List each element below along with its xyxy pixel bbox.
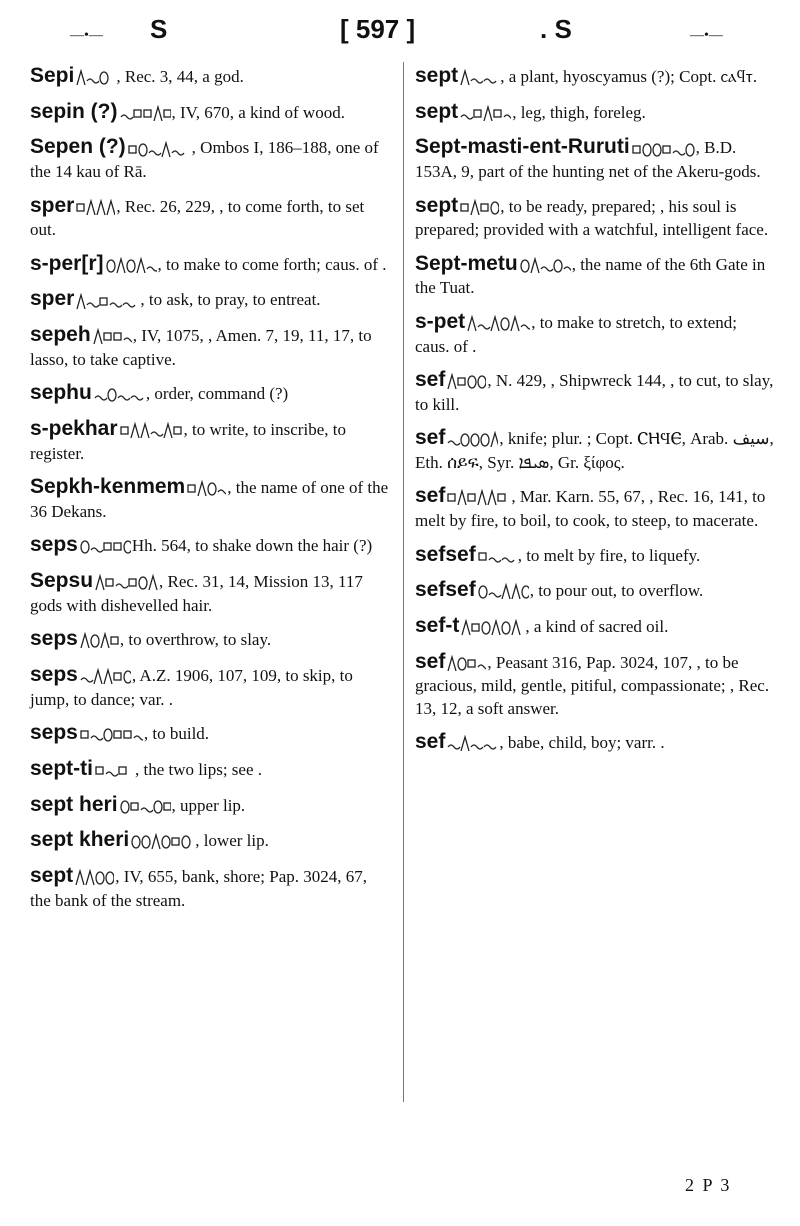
dictionary-entry-sepkh (30, 473, 390, 523)
dictionary-entry-sepeh (30, 321, 390, 371)
entry-definition: , lower lip. (195, 831, 269, 851)
entry-headword: sept-ti (30, 756, 93, 780)
entry-definition: , the name of one of the 36 Dekans. (30, 478, 389, 521)
hieroglyph-group-icon (75, 197, 115, 219)
entry-definition: , Ombos I, 186–188, one of the 14 kau of Rā. (30, 138, 379, 182)
hieroglyph-group-icon (119, 103, 171, 125)
hieroglyph-group-icon (466, 313, 530, 335)
entry-headword: sept kheri (30, 828, 130, 852)
hieroglyph-group-icon (75, 67, 115, 89)
entry-headword: sept heri (30, 792, 118, 816)
hieroglyph-group-icon (519, 255, 571, 277)
hieroglyph-group-icon (477, 581, 529, 603)
dictionary-entry-sefsef1 (415, 541, 775, 569)
hieroglyph-group-icon (79, 630, 119, 652)
entry-definition: , B.D. 153A, 9, part of the hunting net of the Akeru-gods. (415, 138, 761, 182)
dictionary-entry-sept1 (30, 862, 390, 912)
entry-headword: sef (415, 484, 446, 508)
entry-headword: sef-t (415, 613, 460, 637)
entry-headword: sef (415, 730, 446, 754)
header-letter-right: . S (540, 14, 572, 44)
dictionary-entry-septkheri (30, 826, 390, 854)
hieroglyph-group-icon (446, 429, 498, 451)
entry-headword: sper (30, 287, 75, 311)
dictionary-entry-sept2 (415, 62, 775, 90)
dictionary-entry-seps1 (30, 531, 390, 559)
page-number: [ 597 ] (340, 14, 416, 44)
hieroglyph-group-icon (92, 326, 132, 348)
entry-headword: Sepen (?) (30, 135, 126, 159)
dictionary-entry-sept3 (415, 98, 775, 126)
dictionary-entry-sef1 (415, 366, 775, 416)
entry-headword: sper (30, 193, 75, 217)
dictionary-entry-sperr (30, 250, 390, 278)
hieroglyph-group-icon (93, 384, 145, 406)
hieroglyph-group-icon (119, 796, 171, 818)
hieroglyph-group-icon (631, 139, 695, 161)
dictionary-entry-seft (415, 612, 775, 640)
hieroglyph-group-icon (459, 103, 511, 125)
entry-definition: , to ask, to pray, to entreat. (140, 290, 321, 310)
entry-definition: , upper lip. (171, 795, 246, 815)
entry-definition: , a kind of sacred oil. (525, 616, 669, 636)
entry-headword: sepin (?) (30, 99, 118, 123)
entry-headword: s-pekhar (30, 417, 118, 441)
hieroglyph-group-icon (477, 546, 517, 568)
entry-definition: , to melt by fire, to liquefy. (517, 545, 701, 565)
entry-definition: , the name of the 6th Gate in the Tuat. (415, 254, 766, 298)
hieroglyph-group-icon (94, 760, 134, 782)
entry-definition: , Peasant 316, Pap. 3024, 107, , to be gracious, mild, gentle, pitiful, compassionate; , Rec. 13, 12, a soft answer. (415, 652, 770, 718)
hieroglyph-group-icon (127, 139, 191, 161)
dictionary-entry-sef3 (415, 482, 775, 532)
entry-definition: , A.Z. 1906, 107, 109, to skip, to jump, to dance; var. . (30, 665, 353, 709)
entry-definition: , knife; plur. ; Copt. ⲤⲎϤⲈ, Arab. سيف, Eth. ሰይፍ, Syr. ܣܝܦܐ, Gr. ξίφος. (415, 429, 774, 472)
dictionary-entry-sef2 (415, 424, 775, 474)
dictionary-entry-septmetu (415, 250, 775, 300)
entry-definition: , Rec. 31, 14, Mission 13, 117 gods with dishevelled hair. (30, 572, 363, 615)
dictionary-entry-sef4 (415, 648, 775, 721)
hieroglyph-group-icon (446, 371, 486, 393)
hieroglyph-group-icon (446, 487, 510, 509)
dictionary-entry-seps3 (30, 661, 390, 711)
entry-headword: sept (415, 193, 459, 217)
hieroglyph-group-icon (459, 67, 499, 89)
entry-definition: , babe, child, boy; varr. . (499, 733, 665, 753)
hieroglyph-group-icon (446, 733, 498, 755)
entry-definition: , IV, 670, a kind of wood. (171, 102, 345, 122)
signature-mark: 2 P 3 (685, 1175, 732, 1195)
header-letter-left: S (150, 14, 168, 44)
entry-headword: Sept-masti-ent-Ruruti (415, 135, 630, 159)
entry-definition: , order, command (?) (145, 384, 289, 404)
header-ornament-left: —•— (70, 28, 103, 43)
entry-headword: sef (415, 368, 446, 392)
entry-definition: Hh. 564, to shake down the hair (?) (131, 536, 373, 556)
entry-headword: Sepi (30, 64, 75, 87)
entry-headword: Sept-metu (415, 251, 518, 275)
entry-definition: , to write, to inscribe, to register. (30, 420, 346, 463)
entry-definition: , IV, 655, bank, shore; Pap. 3024, 67, the bank of the stream. (30, 867, 368, 910)
entry-headword: sept (30, 864, 74, 887)
entry-definition: , to pour out, to overflow. (529, 581, 704, 601)
hieroglyph-group-icon (94, 572, 158, 594)
dictionary-entry-sepin (30, 98, 390, 126)
right-column (415, 62, 775, 764)
hieroglyph-group-icon (79, 666, 131, 688)
dictionary-entry-septheri (30, 791, 390, 819)
entry-headword: sept (415, 99, 459, 123)
entry-definition: , to make to come forth; caus. of . (157, 254, 387, 274)
dictionary-entry-sept4 (415, 192, 775, 242)
dictionary-entry-septi (30, 755, 390, 783)
left-column (30, 62, 390, 920)
hieroglyph-group-icon (446, 653, 486, 675)
header-ornament-right: —•— (690, 28, 723, 43)
entry-headword: sef (415, 649, 446, 673)
dictionary-entry-seps4 (30, 719, 390, 747)
dictionary-entry-sper (30, 192, 390, 242)
entry-definition: , IV, 1075, , Amen. 7, 19, 11, 17, to lasso, to take captive. (30, 326, 372, 369)
dictionary-entry-seps2 (30, 625, 390, 653)
entry-headword: s-per[r] (30, 251, 104, 275)
entry-headword: sephu (30, 381, 92, 405)
hieroglyph-group-icon (459, 197, 499, 219)
hieroglyph-group-icon (79, 536, 131, 558)
entry-definition: , to build. (143, 724, 210, 744)
dictionary-entry-sepsu (30, 567, 390, 617)
hieroglyph-group-icon (460, 617, 524, 639)
entry-headword: s-pet (415, 309, 466, 333)
entry-headword: sefsef (415, 542, 476, 566)
dictionary-entry-sephu (30, 379, 390, 407)
entry-headword: seps (30, 627, 78, 651)
entry-headword: Sepkh-kenmem (30, 475, 186, 499)
entry-headword: sefsef (415, 578, 476, 602)
entry-definition: , N. 429, , Shipwreck 144, , to cut, to slay, to kill. (415, 371, 774, 414)
entry-headword: sepeh (30, 323, 91, 347)
entry-headword: seps (30, 721, 78, 745)
entry-definition: , Mar. Karn. 55, 67, , Rec. 16, 141, to melt by fire, to boil, to cook, to steep, to macerate. (415, 487, 766, 531)
hieroglyph-group-icon (74, 867, 114, 889)
entry-definition: , to overthrow, to slay. (119, 630, 272, 650)
entry-headword: seps (30, 662, 78, 686)
entry-headword: sef (415, 426, 446, 450)
dictionary-entry-sefsef2 (415, 576, 775, 604)
dictionary-entry-sepen (30, 133, 390, 183)
entry-definition: , to be ready, prepared; , his soul is prepared; provided with a watchful, intelligent face. (415, 196, 769, 240)
entry-definition: , Rec. 26, 229, , to come forth, to set out. (30, 196, 365, 240)
hieroglyph-group-icon (75, 291, 139, 313)
dictionary-entry-sepi (30, 62, 390, 90)
dictionary-entry-sper2 (30, 285, 390, 313)
hieroglyph-group-icon (119, 420, 183, 442)
entry-headword: sept (415, 64, 459, 87)
hieroglyph-group-icon (105, 255, 157, 277)
dictionary-entry-spet (415, 308, 775, 358)
entry-headword: Sepsu (30, 569, 94, 593)
entry-definition: , leg, thigh, foreleg. (512, 102, 646, 122)
entry-definition: , Rec. 3, 44, a god. (116, 67, 244, 86)
dictionary-entry-septmasti (415, 133, 775, 183)
entry-headword: seps (30, 533, 78, 557)
column-divider (403, 62, 404, 1102)
entry-definition: , the two lips; see . (135, 759, 263, 779)
page-header (0, 14, 800, 54)
entry-definition: , to make to stretch, to extend; caus. of . (415, 312, 738, 356)
dictionary-entry-sef5 (415, 728, 775, 756)
dictionary-entry-spekhar (30, 415, 390, 465)
hieroglyph-group-icon (79, 724, 143, 746)
hieroglyph-group-icon (130, 831, 194, 853)
entry-definition: , a plant, hyoscyamus (?); Copt. ⲥⲁϥⲧ. (500, 67, 758, 86)
hieroglyph-group-icon (186, 478, 226, 500)
